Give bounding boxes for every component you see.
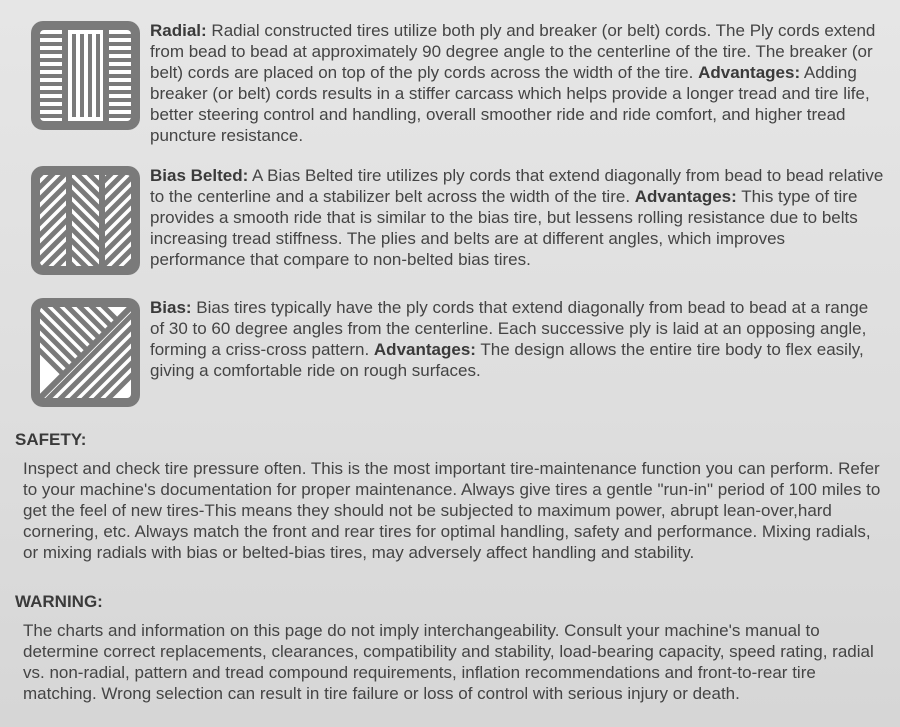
safety-heading: SAFETY: xyxy=(15,430,87,449)
radial-title: Radial: xyxy=(150,21,207,40)
radial-advantages-label: Advantages: xyxy=(698,63,801,82)
bias-belted-title: Bias Belted: xyxy=(150,166,249,185)
warning-text: The charts and information on this page do not imply interchangeability. Consult your machine's manual to determine correct replacements, clearances, compatibility and stability, load-bearing capacity, speed rating, radial vs. non-radial, pattern and tread compound requirements, inflation recommendations and front-to-rear tire matching. Wrong selection can result in tire failure or loss of control with serious injury or death. xyxy=(23,621,874,703)
bias-title: Bias: xyxy=(150,298,192,317)
bias-belted-advantages-label: Advantages: xyxy=(634,187,737,206)
bias-belted-ply-icon xyxy=(30,165,141,276)
bias-advantages-label: Advantages: xyxy=(373,340,476,359)
radial-description: Radial: Radial constructed tires utilize both ply and breaker (or belt) cords. The Ply cords extend from bead to bead at approximately 90 degree angle to the centerline of the tire. The breaker (or belt) cords are placed on top of the ply cords across the width of the tire. Advantages: Adding breaker (or belt) cords results in a stiffer carcass which helps provide a longer tread and tire life, better steering control and handling, overall smoother ride and ride comfort, and higher tread puncture resistance. xyxy=(150,21,876,145)
radial-ply-icon xyxy=(30,20,141,131)
bias-ply-icon xyxy=(30,297,141,408)
warning-heading: WARNING: xyxy=(15,592,103,611)
safety-text: Inspect and check tire pressure often. This is the most important tire-maintenance function you can perform. Refer to your machine's documentation for proper maintenance. Always give tires a gentle "run-in" period of 100 miles to get the feel of new tires-This means they should not be subjected to maximum power, abrupt lean-over,hard cornering, etc. Always match the front and rear tires for optimal handling, safety and performance. Mixing radials, or mixing radials with bias or belted-bias tires, may adversely affect handling and stability. xyxy=(23,459,881,562)
bias-belted-description: Bias Belted: A Bias Belted tire utilizes ply cords that extend diagonally from bead to bead relative to the centerline and a stabilizer belt across the width of the tire. Advantages: This type of tire provides a smooth ride that is similar to the bias tire, but lessens rolling resistance due to belts increasing tread stiffness. The plies and belts are at different angles, which improves performance that compare to non-belted bias tires. xyxy=(150,166,884,269)
bias-description: Bias: Bias tires typically have the ply cords that extend diagonally from bead to bead at a range of 30 to 60 degree angles from the centerline. Each successive ply is laid at an opposing angle, forming a criss-cross pattern. Advantages: The design allows the entire tire body to flex easily, giving a comfortable ride on rough surfaces. xyxy=(150,298,869,380)
